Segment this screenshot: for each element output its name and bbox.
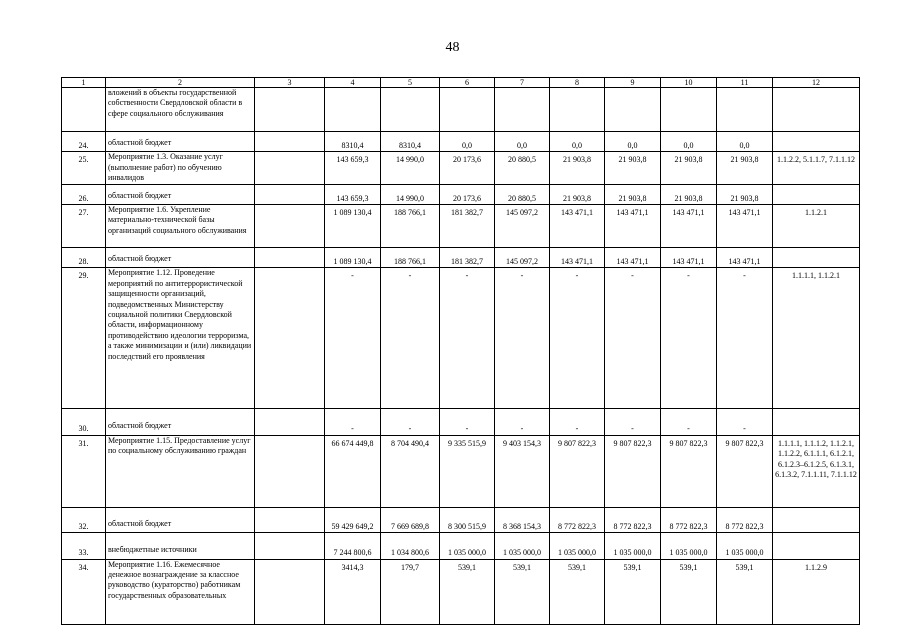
value-cell: 143 471,1: [661, 248, 717, 268]
row-number-cell: 25.: [62, 152, 106, 184]
table-row: [62, 409, 860, 435]
value-cell: 1 035 000,0: [550, 533, 605, 559]
row-number-cell: 28.: [62, 248, 106, 268]
value-cell: -: [605, 409, 661, 435]
value-cell: 0,0: [550, 132, 605, 152]
row-name-cell: вложений в объекты государственной собственности Свердловской области в сфере социального обслуживания: [106, 88, 255, 132]
value-cell: 0,0: [495, 132, 550, 152]
value-cell: 9 807 822,3: [605, 435, 661, 507]
value-cell: -: [661, 268, 717, 409]
value-cell: 9 403 154,3: [495, 435, 550, 507]
value-cell: 179,7: [381, 559, 440, 624]
value-cell: -: [495, 409, 550, 435]
value-cell: -: [325, 268, 381, 409]
value-cell: -: [495, 268, 550, 409]
reference-cell: 1.1.2.9: [773, 559, 860, 624]
reference-cell: 1.1.1.1, 1.1.2.1: [773, 268, 860, 409]
value-cell: -: [605, 268, 661, 409]
value-cell: -: [550, 409, 605, 435]
reference-cell: [773, 507, 860, 532]
value-cell: 143 471,1: [605, 248, 661, 268]
value-cell: -: [440, 409, 495, 435]
row-name-cell: Мероприятие 1.3. Оказание услуг (выполнение работ) по обучению инвалидов: [106, 152, 255, 184]
value-cell: 0,0: [440, 132, 495, 152]
table-row: [62, 132, 860, 152]
value-cell: 8 772 822,3: [550, 507, 605, 532]
source-cell: [255, 533, 325, 559]
value-cell: 181 382,7: [440, 205, 495, 248]
value-cell: 181 382,7: [440, 248, 495, 268]
column-header: 7: [495, 78, 550, 88]
value-cell: 539,1: [717, 559, 773, 624]
value-cell: 143 471,1: [550, 248, 605, 268]
table-row: [62, 435, 860, 507]
value-cell: 21 903,8: [717, 184, 773, 204]
value-cell: [495, 88, 550, 132]
value-cell: 21 903,8: [661, 152, 717, 184]
value-cell: 1 035 000,0: [661, 533, 717, 559]
value-cell: 143 471,1: [717, 248, 773, 268]
value-cell: -: [717, 268, 773, 409]
column-header: 6: [440, 78, 495, 88]
reference-cell: 1.1.1.1, 1.1.1.2, 1.1.2.1, 1.1.2.2, 6.1.1.1, 6.1.2.1, 6.1.2.3–6.1.2.5, 6.1.3.1, 6.1.3.2, 7.1.1.11, 7.1.1.12: [773, 435, 860, 507]
value-cell: 20 173,6: [440, 152, 495, 184]
table-row: [62, 205, 860, 248]
value-cell: -: [381, 268, 440, 409]
table-row: [62, 268, 860, 409]
value-cell: 145 097,2: [495, 205, 550, 248]
value-cell: 21 903,8: [550, 184, 605, 204]
value-cell: [661, 88, 717, 132]
value-cell: 8 772 822,3: [717, 507, 773, 532]
value-cell: 1 089 130,4: [325, 248, 381, 268]
value-cell: 9 335 515,9: [440, 435, 495, 507]
source-cell: [255, 409, 325, 435]
value-cell: 539,1: [605, 559, 661, 624]
column-header: 4: [325, 78, 381, 88]
table-row: [62, 88, 860, 132]
column-header: 12: [773, 78, 860, 88]
value-cell: 0,0: [605, 132, 661, 152]
value-cell: [381, 88, 440, 132]
reference-cell: [773, 409, 860, 435]
source-cell: [255, 184, 325, 204]
value-cell: 8310,4: [381, 132, 440, 152]
value-cell: 3414,3: [325, 559, 381, 624]
value-cell: [550, 88, 605, 132]
value-cell: 21 903,8: [550, 152, 605, 184]
value-cell: [440, 88, 495, 132]
value-cell: 66 674 449,8: [325, 435, 381, 507]
row-number-cell: 34.: [62, 559, 106, 624]
value-cell: 143 471,1: [550, 205, 605, 248]
row-name-cell: Мероприятие 1.12. Проведение мероприятий по антитеррористической защищенности организаций, подведомственных Министерству социальной политики Свердловской области, информационному противодействию идеологии терроризма, а также минимизации и (или) ликвидации последствий его проявления: [106, 268, 255, 409]
value-cell: 143 471,1: [661, 205, 717, 248]
row-number-cell: 31.: [62, 435, 106, 507]
value-cell: 188 766,1: [381, 248, 440, 268]
value-cell: 143 471,1: [717, 205, 773, 248]
row-name-cell: областной бюджет: [106, 409, 255, 435]
value-cell: 1 089 130,4: [325, 205, 381, 248]
value-cell: 539,1: [495, 559, 550, 624]
value-cell: 1 035 000,0: [605, 533, 661, 559]
source-cell: [255, 435, 325, 507]
value-cell: 7 669 689,8: [381, 507, 440, 532]
value-cell: 143 659,3: [325, 184, 381, 204]
value-cell: 21 903,8: [605, 184, 661, 204]
value-cell: 8 368 154,3: [495, 507, 550, 532]
value-cell: 20 173,6: [440, 184, 495, 204]
row-name-cell: Мероприятие 1.6. Укрепление материально-технической базы организаций социального обслуживания: [106, 205, 255, 248]
row-name-cell: областной бюджет: [106, 507, 255, 532]
value-cell: [717, 88, 773, 132]
source-cell: [255, 268, 325, 409]
value-cell: 0,0: [661, 132, 717, 152]
row-name-cell: областной бюджет: [106, 132, 255, 152]
budget-table: [61, 77, 860, 625]
source-cell: [255, 88, 325, 132]
value-cell: 20 880,5: [495, 152, 550, 184]
value-cell: -: [717, 409, 773, 435]
reference-cell: 1.1.2.1: [773, 205, 860, 248]
table-row: [62, 152, 860, 184]
page-number: 48: [445, 40, 460, 55]
value-cell: 14 990,0: [381, 184, 440, 204]
row-number-cell: 32.: [62, 507, 106, 532]
source-cell: [255, 248, 325, 268]
table-row: [62, 184, 860, 204]
value-cell: 7 244 800,6: [325, 533, 381, 559]
value-cell: -: [325, 409, 381, 435]
source-cell: [255, 132, 325, 152]
source-cell: [255, 152, 325, 184]
row-number-cell: 29.: [62, 268, 106, 409]
column-header: 5: [381, 78, 440, 88]
source-cell: [255, 507, 325, 532]
source-cell: [255, 559, 325, 624]
value-cell: 9 807 822,3: [550, 435, 605, 507]
value-cell: 21 903,8: [605, 152, 661, 184]
value-cell: 9 807 822,3: [717, 435, 773, 507]
table-row: [62, 559, 860, 624]
value-cell: [605, 88, 661, 132]
row-number-cell: 33.: [62, 533, 106, 559]
row-number-cell: 27.: [62, 205, 106, 248]
reference-cell: [773, 132, 860, 152]
row-number-cell: 30.: [62, 409, 106, 435]
value-cell: 21 903,8: [717, 152, 773, 184]
header-row: [62, 78, 860, 88]
value-cell: -: [550, 268, 605, 409]
source-cell: [255, 205, 325, 248]
row-number-cell: 24.: [62, 132, 106, 152]
value-cell: 145 097,2: [495, 248, 550, 268]
table-row: [62, 533, 860, 559]
value-cell: 1 035 000,0: [717, 533, 773, 559]
value-cell: 20 880,5: [495, 184, 550, 204]
value-cell: 539,1: [440, 559, 495, 624]
table-row: [62, 248, 860, 268]
reference-cell: [773, 533, 860, 559]
value-cell: 539,1: [661, 559, 717, 624]
value-cell: 9 807 822,3: [661, 435, 717, 507]
row-name-cell: Мероприятие 1.15. Предоставление услуг по социальному обслуживанию граждан: [106, 435, 255, 507]
column-header: 8: [550, 78, 605, 88]
value-cell: 8 704 490,4: [381, 435, 440, 507]
value-cell: 14 990,0: [381, 152, 440, 184]
value-cell: [325, 88, 381, 132]
row-name-cell: Мероприятие 1.16. Ежемесячное денежное вознаграждение за классное руководство (кураторство) работникам государственных образовательных: [106, 559, 255, 624]
column-header: 2: [106, 78, 255, 88]
reference-cell: [773, 184, 860, 204]
reference-cell: [773, 88, 860, 132]
value-cell: 8 772 822,3: [605, 507, 661, 532]
value-cell: 1 035 000,0: [495, 533, 550, 559]
value-cell: 143 659,3: [325, 152, 381, 184]
value-cell: -: [440, 268, 495, 409]
value-cell: 8310,4: [325, 132, 381, 152]
value-cell: -: [661, 409, 717, 435]
value-cell: 59 429 649,2: [325, 507, 381, 532]
value-cell: 0,0: [717, 132, 773, 152]
reference-cell: [773, 248, 860, 268]
row-name-cell: областной бюджет: [106, 248, 255, 268]
column-header: 11: [717, 78, 773, 88]
value-cell: 21 903,8: [661, 184, 717, 204]
value-cell: 8 772 822,3: [661, 507, 717, 532]
column-header: 10: [661, 78, 717, 88]
value-cell: -: [381, 409, 440, 435]
column-header: 3: [255, 78, 325, 88]
reference-cell: 1.1.2.2, 5.1.1.7, 7.1.1.12: [773, 152, 860, 184]
value-cell: 188 766,1: [381, 205, 440, 248]
column-header: 9: [605, 78, 661, 88]
value-cell: 1 034 800,6: [381, 533, 440, 559]
value-cell: 8 300 515,9: [440, 507, 495, 532]
value-cell: 143 471,1: [605, 205, 661, 248]
row-name-cell: внебюджетные источники: [106, 533, 255, 559]
row-name-cell: областной бюджет: [106, 184, 255, 204]
column-header: 1: [62, 78, 106, 88]
table-row: [62, 507, 860, 532]
value-cell: 539,1: [550, 559, 605, 624]
row-number-cell: [62, 88, 106, 132]
row-number-cell: 26.: [62, 184, 106, 204]
value-cell: 1 035 000,0: [440, 533, 495, 559]
